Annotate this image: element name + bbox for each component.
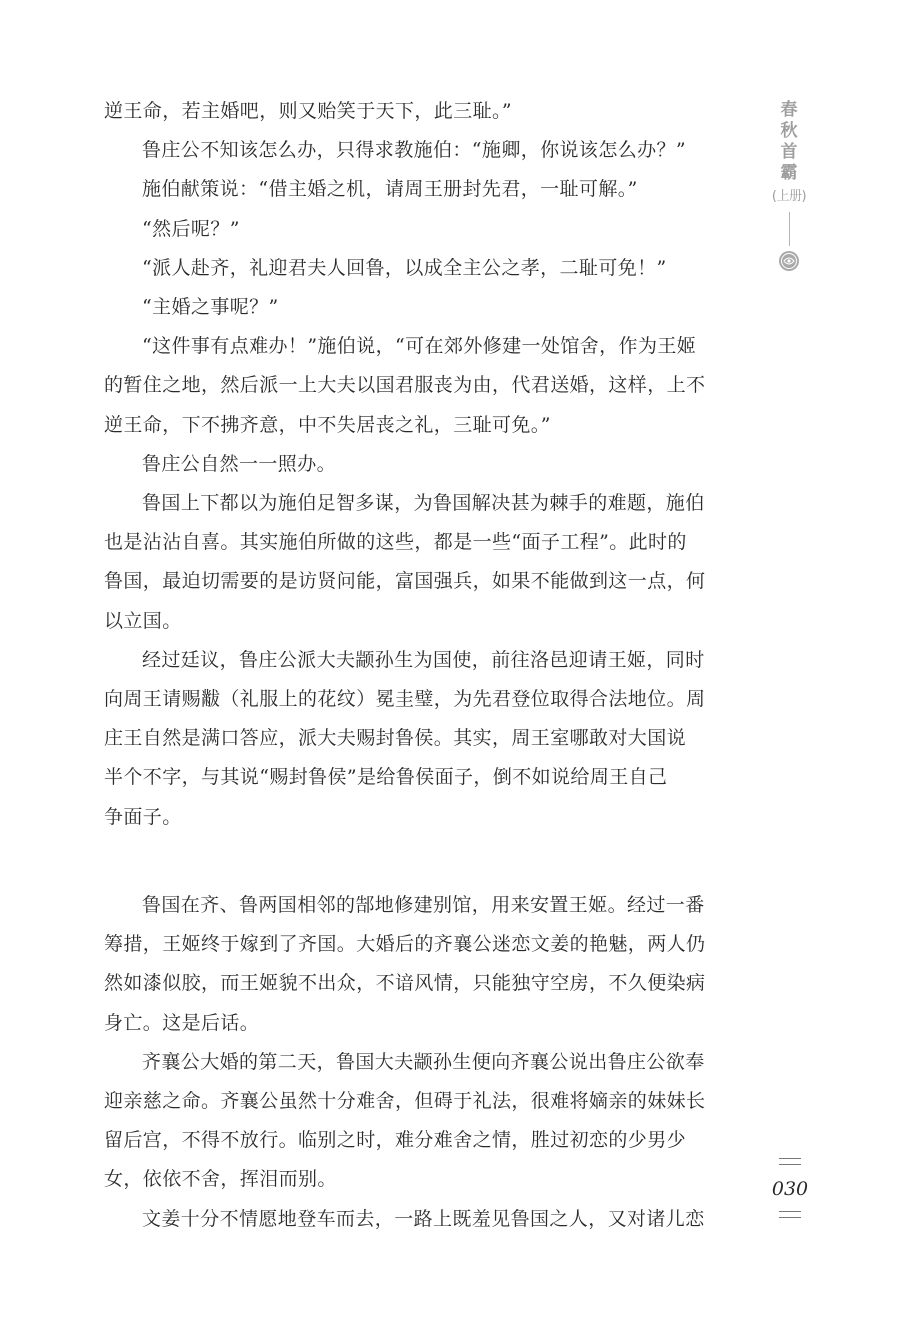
text-line: 经过廷议，鲁庄公派大夫颛孙生为国使，前往洛邑迎请王姬，同时 [142, 648, 705, 671]
text-line: 文姜十分不情愿地登车而去，一路上既羞见鲁国之人，又对诸儿恋 [142, 1207, 705, 1230]
main-text-section-1 [104, 92, 728, 837]
text-line: 半个不字，与其说“赐封鲁侯”是给鲁侯面子，倒不如说给周王自己 [104, 766, 668, 789]
text-line: 迎亲慈之命。齐襄公虽然十分难舍，但碍于礼法，很难将嫡亲的妹妹长 [104, 1090, 706, 1113]
page-number-block [770, 1158, 810, 1218]
text-line: 逆王命，若主婚吧，则又贻笑于天下，此三耻。” [104, 100, 513, 122]
text-line: 鲁庄公自然一一照办。 [142, 452, 337, 475]
text-line: 鲁国上下都以为施伯足智多谋，为鲁国解决甚为棘手的难题，施伯 [142, 492, 705, 515]
text-line: 鲁国在齐、鲁两国相邻的郜地修建别馆，用来安置王姬。经过一番 [142, 894, 705, 916]
text-line: 施伯献策说：“借主婚之机，请周王册封先君，一耻可解。” [142, 178, 638, 201]
text-line: “这件事有点难办！”施伯说，“可在郊外修建一处馆舍，作为王姬 [142, 335, 697, 358]
page-number-rule-top [779, 1158, 801, 1165]
text-line: 鲁国，最迫切需要的是访贤问能，富国强兵，如果不能做到这一点，何 [104, 570, 706, 593]
text-line: 的暂住之地，然后派一上大夫以国君服丧为由，代君送婚，这样，上不 [104, 374, 706, 397]
main-text-section-2 [104, 886, 728, 1239]
text-line: 然如漆似胶，而王姬貌不出众，不谙风情，只能独守空房，不久便染病 [104, 972, 706, 995]
text-line: 争面子。 [104, 805, 182, 828]
page-number-rule-bottom [779, 1211, 801, 1218]
text-line: 以立国。 [104, 609, 182, 632]
text-line: 也是沾沾自喜。其实施伯所做的这些，都是一些“面子工程”。此时的 [104, 531, 687, 554]
text-line: 身亡。这是后话。 [104, 1011, 260, 1034]
ornamental-medallion-icon [778, 250, 800, 272]
text-line: 女，依依不舍，挥泪而别。 [104, 1168, 337, 1191]
text-line: 逆王命，下不拂齐意，中不失居丧之礼，三耻可免。” [104, 413, 551, 436]
text-line: “派人赴齐，礼迎君夫人回鲁，以成全主公之孝，二耻可免！” [142, 256, 667, 279]
text-line: 向周王请赐黻（礼服上的花纹）冕圭璧，为先君登位取得合法地位。周 [104, 688, 706, 711]
text-line: 留后宫，不得不放行。临别之时，难分难舍之情，胜过初恋的少男少 [104, 1129, 687, 1152]
text-line: 鲁庄公不知该怎么办，只得求教施伯：“施卿，你说该怎么办？” [142, 139, 687, 162]
text-line: 庄王自然是满口答应，派大夫赐封鲁侯。其实，周王室哪敢对大国说 [104, 727, 687, 750]
text-line: “主婚之事呢？” [142, 296, 279, 319]
page-number: 030 [771, 1178, 809, 1200]
text-line: “然后呢？” [142, 217, 240, 240]
running-header [769, 100, 809, 272]
volume-label: (上册) [771, 189, 807, 204]
text-line: 齐襄公大婚的第二天，鲁国大夫颛孙生便向齐襄公说出鲁庄公欲奉 [142, 1050, 705, 1073]
book-title: 春秋首霸 [780, 100, 798, 183]
text-line: 筹措，王姬终于嫁到了齐国。大婚后的齐襄公迷恋文姜的艳魅，两人仍 [104, 933, 706, 956]
header-divider [789, 212, 790, 246]
